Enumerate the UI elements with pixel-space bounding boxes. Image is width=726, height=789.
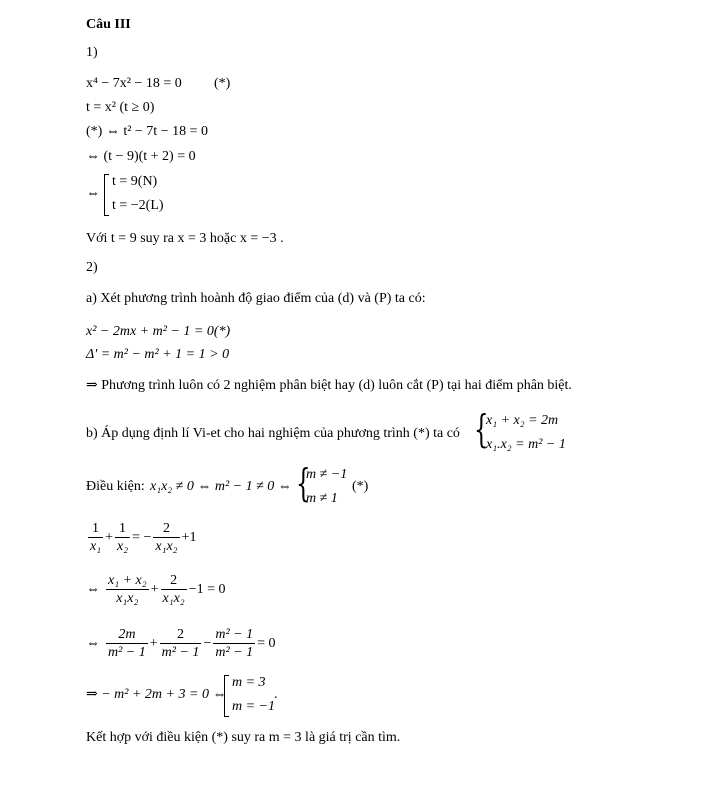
fraction-denominator: x₁x₂ bbox=[116, 591, 139, 606]
square-bracket bbox=[224, 675, 229, 717]
part1-conclusion: Với t = 9 suy ra x = 3 hoặc x = −3 . bbox=[86, 231, 284, 246]
final-quadratic: ⇒ − m² + 2m + 3 = 0 ⇔ bbox=[86, 687, 227, 702]
fraction-denominator: x₁x₂ bbox=[155, 539, 178, 554]
tail-term: −1 = 0 bbox=[188, 581, 226, 597]
solution-line-2: m = −1 bbox=[232, 699, 276, 714]
condition-tag: (*) bbox=[352, 479, 369, 494]
part-a-intro: a) Xét phương trình hoành độ giao điểm của (d) và (P) ta có: bbox=[86, 291, 426, 306]
equivalence-arrow: ⇔ bbox=[86, 186, 100, 201]
fraction-denominator: x₁ bbox=[90, 539, 102, 554]
substitution: t = x² (t ≥ 0) bbox=[86, 100, 155, 115]
final-conclusion: Kết hợp với điều kiện (*) suy ra m = 3 là giá trị cần tìm. bbox=[86, 730, 401, 745]
fraction-numerator: 2m bbox=[106, 626, 148, 644]
plus-sign: + bbox=[105, 529, 113, 545]
solution-line-1: m = 3 bbox=[232, 675, 266, 690]
fraction-numerator: 1 bbox=[88, 520, 103, 538]
fraction-denominator: x₂ bbox=[117, 539, 129, 554]
equation-factored: ⇔ (t − 9)(t + 2) = 0 bbox=[86, 149, 196, 164]
condition-label: Điều kiện: bbox=[86, 479, 145, 494]
fraction-numerator: 2 bbox=[153, 520, 179, 538]
condition-expression: x₁x₂ ≠ 0 ⇔ m² − 1 ≠ 0 ⇔ bbox=[150, 479, 292, 494]
reciprocal-equation bbox=[86, 520, 196, 555]
square-bracket bbox=[104, 174, 109, 216]
equation-tag: (*) bbox=[214, 76, 231, 91]
condition-line-1: m ≠ −1 bbox=[306, 467, 348, 482]
fraction-numerator: m² − 1 bbox=[215, 627, 254, 642]
combined-equation bbox=[86, 572, 225, 607]
curly-brace: { bbox=[296, 461, 311, 505]
equation-quartic: x⁴ − 7x² − 18 = 0 bbox=[86, 76, 182, 91]
condition-line-2: m ≠ 1 bbox=[306, 491, 338, 506]
plus-sign: + bbox=[150, 581, 159, 597]
vieta-sum: x₁ + x₂ = 2m bbox=[486, 413, 559, 428]
part2-label: 2) bbox=[86, 260, 98, 275]
equivalence-arrow: ⇔ bbox=[86, 635, 100, 651]
substituted-equation bbox=[86, 626, 276, 661]
vieta-product: x₁.x₂ = m² − 1 bbox=[486, 437, 566, 452]
fraction-denominator: m² − 1 bbox=[108, 645, 146, 660]
part-b-intro: b) Áp dụng định lí Vi-et cho hai nghiệm của phương trình (*) ta có bbox=[86, 426, 460, 441]
fraction-numerator: 2 bbox=[161, 572, 187, 590]
plus-sign: + bbox=[149, 635, 158, 651]
part-a-conclusion: ⇒ Phương trình luôn có 2 nghiệm phân biệt hay (d) luôn cắt (P) tại hai điểm phân biệt. bbox=[86, 378, 572, 393]
tail-term: = 0 bbox=[257, 635, 276, 651]
tail-term: +1 bbox=[181, 529, 197, 545]
fraction-numerator: x₁ + x₂ bbox=[108, 573, 147, 588]
root-line-2: t = −2(L) bbox=[112, 198, 164, 213]
fraction-denominator: m² − 1 bbox=[161, 645, 200, 660]
fraction-denominator: m² − 1 bbox=[215, 645, 254, 660]
question-heading: Câu III bbox=[86, 17, 131, 32]
part1-label: 1) bbox=[86, 45, 98, 60]
fraction-numerator: 2 bbox=[160, 626, 202, 644]
root-line-1: t = 9(N) bbox=[112, 174, 158, 189]
minus-sign: − bbox=[203, 635, 212, 651]
fraction-numerator: 1 bbox=[115, 520, 130, 538]
discriminant: Δ' = m² − m² + 1 = 1 > 0 bbox=[86, 347, 230, 362]
intersection-equation: x² − 2mx + m² − 1 = 0(*) bbox=[86, 324, 231, 339]
period: . bbox=[274, 687, 278, 702]
equivalence-arrow: ⇔ bbox=[86, 581, 100, 597]
curly-brace: { bbox=[474, 407, 489, 451]
equation-quadratic: (*) ⇔ t² − 7t − 18 = 0 bbox=[86, 124, 208, 139]
fraction-denominator: x₁x₂ bbox=[162, 591, 185, 606]
equals-minus: = − bbox=[132, 529, 152, 545]
